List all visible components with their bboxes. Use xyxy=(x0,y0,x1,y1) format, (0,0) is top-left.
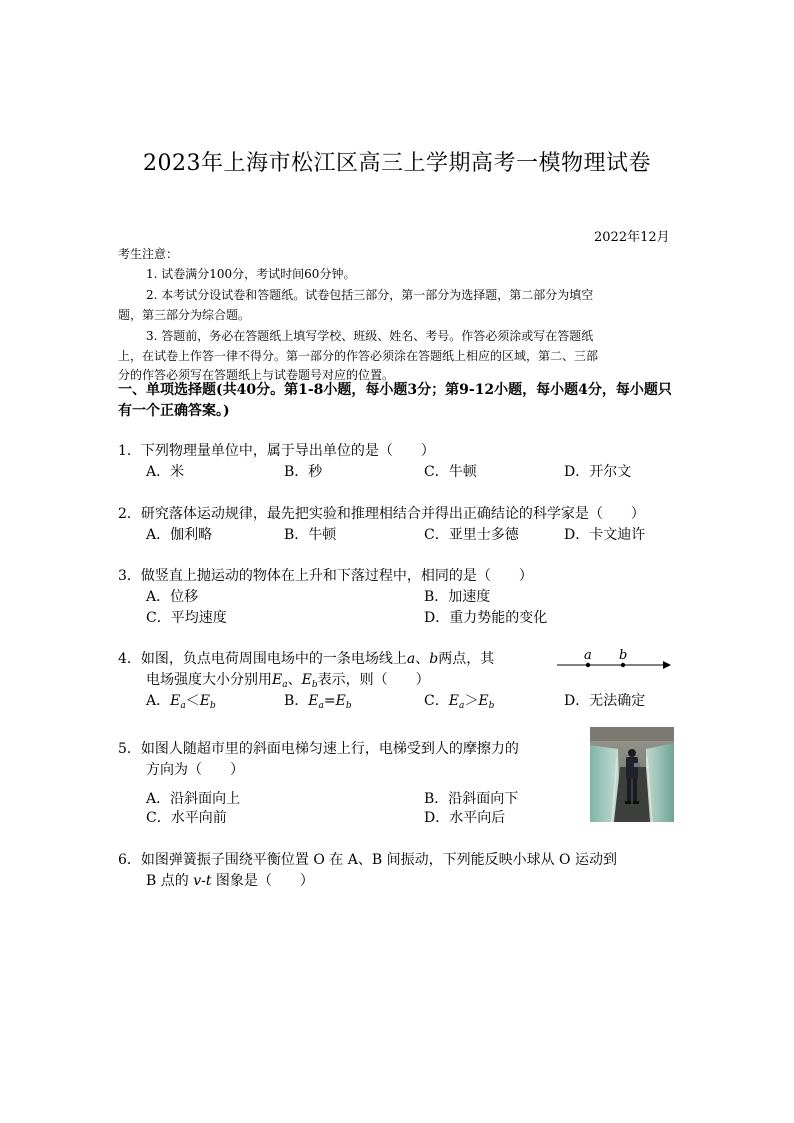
question-1-option-c: C．牛顿 xyxy=(424,464,477,480)
notice-line-1: 1. 试卷满分100分，考试时间60分钟。 xyxy=(146,267,356,281)
point-a-label: a xyxy=(584,648,592,663)
notice-line-3a: 3. 答题前，务必在答题纸上填写学校、班级、姓名、考号。作答必须涂或写在答题纸 xyxy=(146,329,594,343)
question-5-stem-line-1: 5．如图人随超市里的斜面电梯匀速上行，电梯受到人的摩擦力的 xyxy=(118,741,519,757)
question-1-option-d: D．开尔文 xyxy=(564,464,632,480)
question-4-stem-line-1: 4．如图，负点电荷周围电场中的一条电场线上a、b两点，其 xyxy=(118,651,495,667)
question-5-stem-line-2: 方向为（ ） xyxy=(146,762,244,778)
question-2-option-a: A．伽利略 xyxy=(146,527,213,543)
question-3-option-d: D．重力势能的变化 xyxy=(424,610,548,626)
point-a-dot xyxy=(586,663,590,667)
exam-date: 2022年12月 xyxy=(594,230,670,245)
question-3-option-a: A．位移 xyxy=(146,589,199,605)
electric-field-line-figure xyxy=(555,646,675,674)
question-5-option-c: C．水平向前 xyxy=(146,810,227,826)
notice-line-2a: 2. 本考试分设试卷和答题纸。试卷包括三部分，第一部分为选择题，第二部分为填空 xyxy=(146,288,594,302)
notice-line-3b: 上，在试卷上作答一律不得分。第一部分的作答必须涂在答题纸上相应的区域，第二、三部 xyxy=(118,349,599,363)
question-3-stem: 3．做竖直上抛运动的物体在上升和下落过程中，相同的是（ ） xyxy=(118,568,533,584)
arrow-head-icon xyxy=(663,661,671,669)
notice-line-3c: 分的作答必须写在答题纸上与试卷题号对应的位置。 xyxy=(118,368,395,382)
question-4-option-b: B．$E_a=E_b$ xyxy=(284,693,352,711)
notice-line-2b: 题，第三部分为综合题。 xyxy=(118,308,251,322)
question-3-option-b: B．加速度 xyxy=(424,589,491,605)
notice-heading: 考生注意： xyxy=(118,247,179,261)
question-2-option-c: C．亚里士多德 xyxy=(424,527,519,543)
point-b-dot xyxy=(621,663,625,667)
point-b-label: b xyxy=(619,648,628,663)
section-heading-1: 一、单项选择题(共40分。第1-8小题，每小题3分；第9-12小题，每小题4分，每小题只有一个正确答案。) xyxy=(118,382,672,419)
question-5-option-d: D．水平向后 xyxy=(424,810,506,826)
question-6-stem-line-2: B 点的 v-t 图象是（ ） xyxy=(146,873,314,889)
question-4-option-d: D．无法确定 xyxy=(564,693,646,709)
page-title: 2023年上海市松江区高三上学期高考一模物理试卷 xyxy=(143,151,651,176)
escalator-photo xyxy=(590,727,674,822)
question-3-option-c: C．平均速度 xyxy=(146,610,227,626)
question-2-option-b: B．牛顿 xyxy=(284,527,337,543)
question-1-option-b: B．秒 xyxy=(284,464,323,480)
question-5-option-a: A．沿斜面向上 xyxy=(146,791,241,807)
question-4-option-c: C．$E_a>E_b$ xyxy=(424,693,495,711)
question-4-option-a: A．$E_a<E_b$ xyxy=(146,693,216,711)
question-2-stem: 2．研究落体运动规律，最先把实验和推理相结合并得出正确结论的科学家是（ ） xyxy=(118,506,645,522)
question-2-option-d: D．卡文迪许 xyxy=(564,527,646,543)
question-1-stem: 1．下列物理量单位中，属于导出单位的是（ ） xyxy=(118,443,435,459)
question-4-stem-line-2: 电场强度大小分别用$E_a$、$E_b$表示，则（ ） xyxy=(146,672,430,690)
question-5-option-b: B．沿斜面向下 xyxy=(424,791,519,807)
question-1-option-a: A．米 xyxy=(146,464,185,480)
question-6-stem-line-1: 6．如图弹簧振子围绕平衡位置 O 在 A、B 间振动，下列能反映小球从 O 运动到 xyxy=(118,852,617,868)
